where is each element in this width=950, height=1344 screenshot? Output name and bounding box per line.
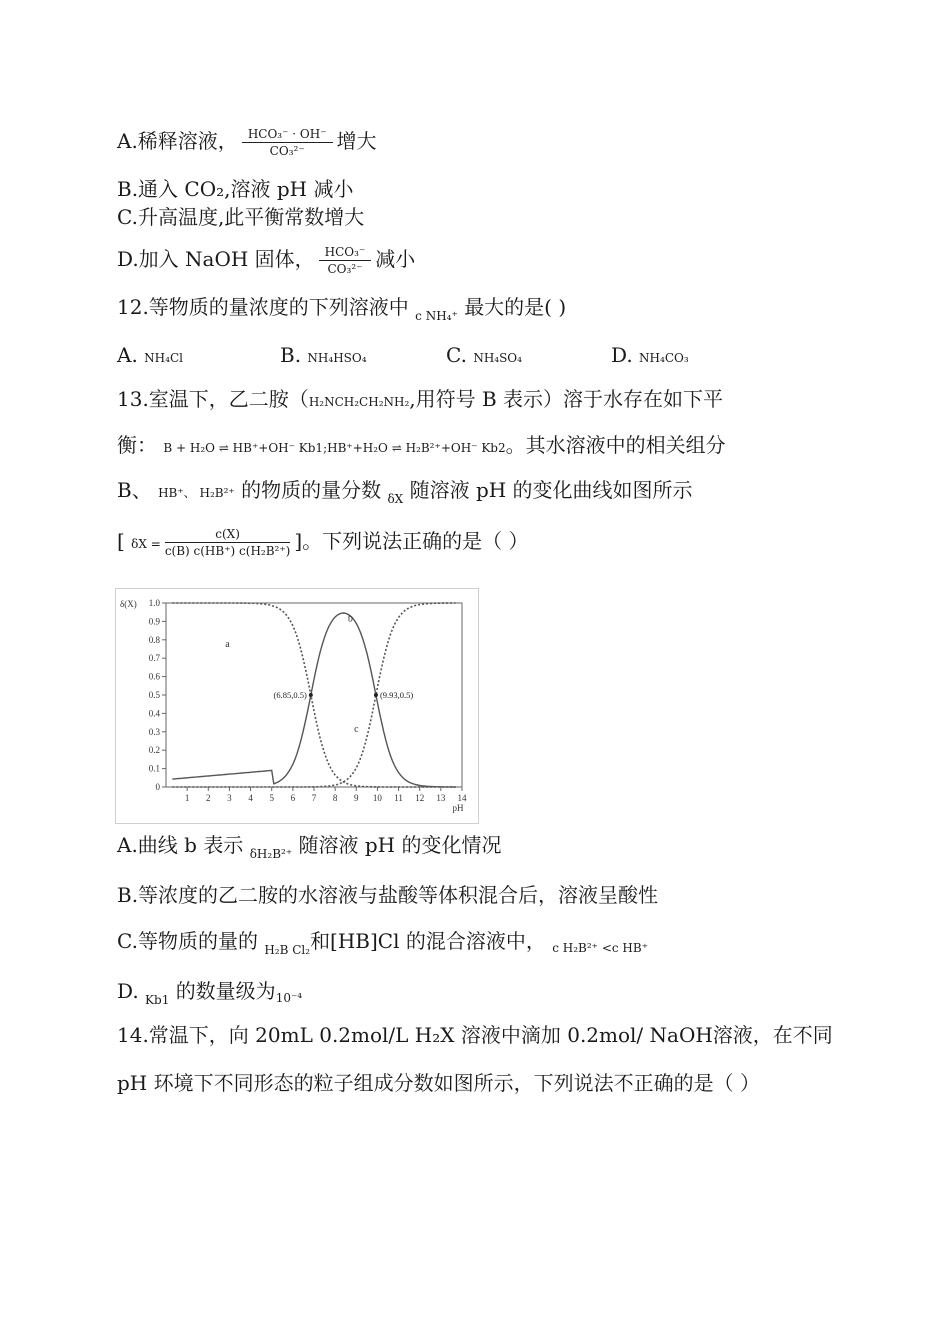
q13-d-symbol: Kb1 bbox=[145, 993, 170, 1007]
x-tick-label: 5 bbox=[269, 793, 274, 803]
q12-ammonium-symbol: c NH₄⁺ bbox=[415, 309, 458, 323]
annotation-label: (6.85,0.5) bbox=[273, 690, 307, 700]
q13-option-d bbox=[117, 978, 302, 1007]
q13-equation-2: ;HB⁺+H₂O ⇌ H₂B²⁺+OH⁻ Kb2 bbox=[323, 441, 506, 455]
q12-option-a bbox=[117, 343, 183, 367]
q13-question: ]。下列说法正确的是（ ） bbox=[294, 529, 529, 553]
y-tick-label: 0 bbox=[155, 782, 160, 792]
q12-c-label: C. bbox=[446, 343, 467, 367]
q13-line-2 bbox=[117, 432, 726, 461]
distribution-chart bbox=[115, 588, 479, 824]
q14-line-1: 14.常温下，向 20mL 0.2mol/L H₂X 溶液中滴加 0.2mol/ NaOH溶液，在不同 bbox=[117, 1023, 833, 1047]
q13-c-text-mid: 和[HB]Cl 的混合溶液中， bbox=[310, 929, 546, 953]
q13-line-4 bbox=[117, 526, 529, 559]
series-b-label: b bbox=[347, 613, 353, 625]
q13-delta-symbol: δX bbox=[387, 492, 404, 506]
y-axis-label: δ(X) bbox=[120, 599, 137, 609]
annotation-label: (9.93,0.5) bbox=[379, 690, 414, 700]
q12-b-label: B. bbox=[280, 343, 302, 367]
y-tick-label: 0.8 bbox=[148, 634, 160, 645]
q11-option-d bbox=[117, 244, 415, 277]
x-axis-label: pH bbox=[452, 803, 464, 813]
q12-b-formula: NH₄HSO₄ bbox=[307, 351, 367, 365]
q14-line-2: pH 环境下不同形态的粒子组成分数如图所示，下列说法不正确的是（ ） bbox=[117, 1071, 760, 1095]
q13-line-3 bbox=[117, 477, 693, 506]
distribution-chart-svg bbox=[116, 589, 478, 823]
x-tick-label: 10 bbox=[372, 793, 382, 803]
plot-frame bbox=[166, 603, 462, 787]
q11-d-fraction bbox=[319, 244, 372, 277]
y-tick-label: 0.5 bbox=[148, 690, 160, 700]
q13-bracket-open: [ bbox=[117, 529, 125, 553]
q11-d-prefix: D.加入 NaOH 固体， bbox=[117, 247, 315, 271]
q13-species: HB⁺、 H₂B²⁺ bbox=[158, 486, 235, 500]
q13-option-a bbox=[117, 832, 501, 861]
q12-option-c bbox=[446, 343, 522, 367]
q13-line-3-end: 随溶液 pH 的变化曲线如图所示 bbox=[409, 478, 693, 502]
q11-option-b: B.通入 CO₂,溶液 pH 减小 bbox=[117, 177, 354, 201]
y-tick-label: 1.0 bbox=[148, 598, 160, 608]
q13-equation-1: B + H₂O ⇌ HB⁺+OH⁻ Kb1 bbox=[163, 441, 324, 455]
x-tick-label: 7 bbox=[311, 793, 317, 803]
x-tick-label: 3 bbox=[227, 793, 232, 803]
q11-d-numerator: HCO₃⁻ bbox=[324, 245, 366, 259]
y-tick-label: 0.6 bbox=[148, 671, 160, 682]
q12-d-formula: NH₄CO₃ bbox=[639, 351, 689, 365]
q12-option-d bbox=[611, 343, 689, 367]
x-tick-label: 1 bbox=[184, 793, 190, 803]
q11-a-prefix: A.稀释溶液， bbox=[117, 129, 238, 153]
q11-option-c: C.升高温度,此平衡常数增大 bbox=[117, 205, 365, 229]
x-tick-label: 8 bbox=[332, 793, 338, 803]
q12-stem-end: 最大的是( ) bbox=[464, 295, 567, 319]
q13-option-b: B.等浓度的乙二胺的水溶液与盐酸等体积混合后，溶液呈酸性 bbox=[117, 883, 659, 907]
q11-d-denominator: CO₃²⁻ bbox=[327, 262, 363, 276]
q13-line-3-start: B、 bbox=[117, 478, 152, 502]
y-tick-label: 0.7 bbox=[148, 653, 160, 664]
q13-delta-def: δX = bbox=[131, 537, 161, 551]
q13-a-text: A.曲线 b 表示 bbox=[117, 833, 244, 857]
q13-intro: 13.室温下，乙二胺（ bbox=[117, 387, 309, 411]
q13-ethylenediamine-formula: H₂NCH₂CH₂NH₂ bbox=[308, 395, 410, 409]
q13-a-text-end: 随溶液 pH 的变化情况 bbox=[298, 833, 502, 857]
q13-fraction-denominator: c(B) c(HB⁺) c(H₂B²⁺) bbox=[164, 544, 291, 558]
q13-delta-fraction bbox=[165, 526, 291, 559]
q12-stem-text: 12.等物质的量浓度的下列溶液中 bbox=[117, 295, 409, 319]
q13-fraction-text: 的物质的量分数 bbox=[241, 478, 382, 502]
q13-fraction-numerator: c(X) bbox=[215, 527, 240, 541]
annotation-point bbox=[309, 693, 313, 697]
y-tick-label: 0.2 bbox=[148, 745, 160, 756]
q13-line-2-end: 。其水溶液中的相关组分 bbox=[505, 433, 726, 457]
q11-a-suffix: 增大 bbox=[336, 129, 377, 153]
series-b-line bbox=[172, 613, 455, 787]
series-a-label: a bbox=[225, 639, 230, 651]
annotation-point bbox=[374, 693, 378, 697]
q12-stem bbox=[117, 294, 566, 323]
q12-a-formula: NH₄Cl bbox=[144, 351, 183, 365]
x-tick-label: 4 bbox=[248, 793, 253, 803]
x-tick-label: 11 bbox=[394, 793, 403, 803]
q13-intro-end: 用符号 B 表示）溶于水存在如下平 bbox=[415, 387, 724, 411]
y-tick-label: 0.4 bbox=[148, 708, 160, 719]
x-tick-label: 13 bbox=[436, 793, 446, 803]
x-tick-label: 12 bbox=[415, 793, 425, 803]
q11-a-numerator: HCO₃⁻ · OH⁻ bbox=[247, 127, 327, 141]
x-tick-label: 9 bbox=[354, 793, 359, 803]
x-tick-label: 2 bbox=[206, 793, 211, 803]
q11-a-fraction bbox=[242, 126, 333, 159]
q13-option-c bbox=[117, 928, 648, 957]
q13-line-1: 13.室温下，乙二胺（H₂NCH₂CH₂NH₂,用符号 B 表示）溶于水存在如下平 bbox=[117, 387, 724, 411]
q13-d-text: 的数量级为 bbox=[175, 979, 276, 1003]
q13-c-formula: H₂B Cl₂ bbox=[264, 943, 311, 957]
q12-a-label: A. bbox=[117, 343, 138, 367]
q12-d-label: D. bbox=[611, 343, 633, 367]
y-tick-label: 0.9 bbox=[148, 616, 160, 627]
q13-a-symbol: δH₂B²⁺ bbox=[249, 847, 293, 861]
q13-d-label: D. bbox=[117, 979, 139, 1003]
y-tick-label: 0.1 bbox=[148, 763, 160, 774]
y-tick-label: 0.3 bbox=[148, 726, 160, 737]
q11-a-denominator: CO₃²⁻ bbox=[269, 144, 305, 158]
q11-option-a bbox=[117, 126, 377, 159]
x-tick-label: 6 bbox=[290, 793, 296, 803]
q11-d-suffix: 减小 bbox=[375, 247, 416, 271]
series-c-label: c bbox=[354, 723, 359, 735]
q13-d-value: 10⁻⁴ bbox=[275, 991, 303, 1005]
q13-c-relation: c H₂B²⁺ <c HB⁺ bbox=[552, 941, 649, 955]
q12-option-b bbox=[280, 343, 367, 367]
q12-c-formula: NH₄SO₄ bbox=[473, 351, 522, 365]
q13-equilibrium-label: 衡： bbox=[117, 433, 157, 457]
x-tick-label: 14 bbox=[457, 793, 467, 803]
q13-c-text: C.等物质的量的 bbox=[117, 929, 258, 953]
